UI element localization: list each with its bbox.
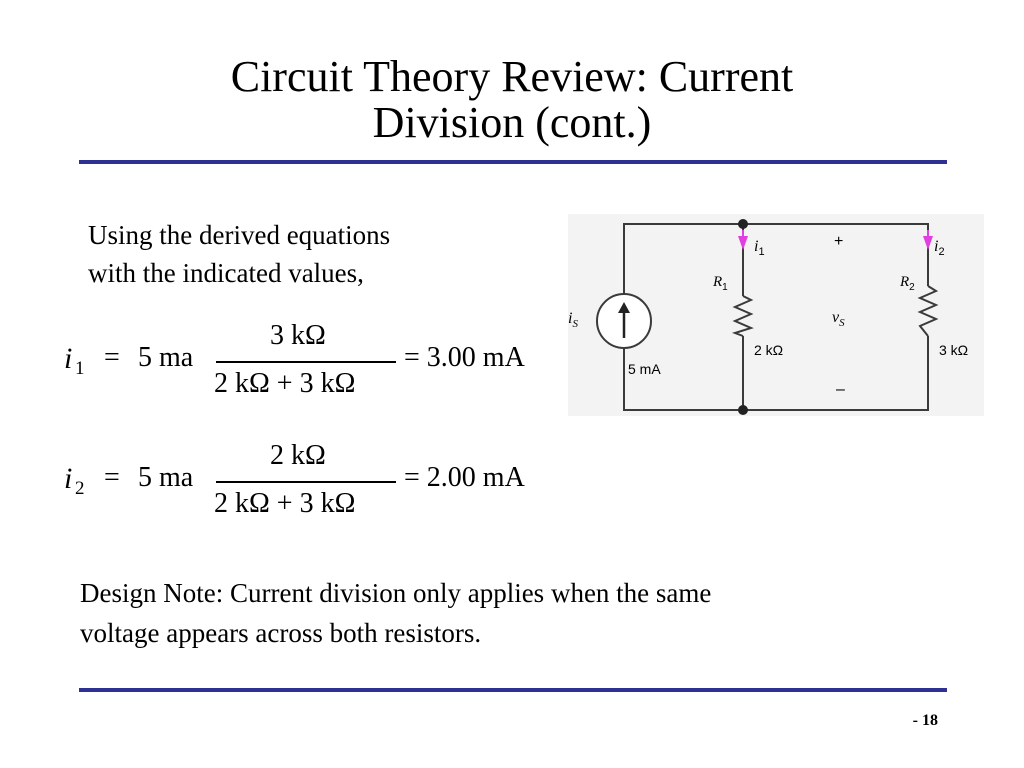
- source-label-sub: S: [572, 318, 578, 330]
- eq2-equals: =: [104, 462, 120, 493]
- design-note: [80, 573, 711, 653]
- bottom-divider: [79, 688, 947, 692]
- eq1-sub: 1: [75, 358, 85, 379]
- i1-label: i: [754, 238, 759, 255]
- eq2-var: i: [64, 462, 73, 495]
- vs-label: v: [832, 309, 840, 326]
- i1-label-sub: 1: [758, 246, 765, 258]
- eq1-denominator: 2 kΩ + 3 kΩ: [214, 368, 356, 399]
- note-line-1: Design Note: Current division only applies when the same: [80, 578, 712, 608]
- intro-line-2: with the indicated values,: [88, 258, 364, 288]
- eq2-sub: 2: [75, 478, 85, 499]
- intro-line-1: Using the derived equations: [88, 220, 391, 250]
- eq2-result: = 2.00 mA: [404, 462, 525, 493]
- source-label: i: [568, 310, 573, 327]
- title-line-2: Division (cont.): [372, 98, 652, 147]
- r1-label: R: [713, 274, 723, 290]
- eq2-fraction-bar: [216, 481, 396, 483]
- eq1-equals: =: [104, 342, 120, 373]
- vs-label-sub: S: [839, 317, 845, 329]
- eq1-result: = 3.00 mA: [404, 342, 525, 373]
- i2-label-sub: 2: [938, 246, 945, 258]
- equation-i1: [64, 318, 564, 408]
- r1-label-sub: 1: [722, 282, 728, 293]
- vs-minus: –: [836, 381, 845, 398]
- junction-dot-bottom: [738, 405, 748, 415]
- source-value: 5 mA: [628, 361, 661, 377]
- title-line-1: Circuit Theory Review: Current: [230, 52, 794, 101]
- note-line-2: voltage appears across both resistors.: [80, 618, 482, 648]
- r2-value: 3 kΩ: [939, 342, 969, 358]
- eq1-var: i: [64, 342, 73, 375]
- r2-label-sub: 2: [909, 282, 915, 293]
- eq1-numerator: 3 kΩ: [270, 320, 326, 351]
- i2-label: i: [934, 238, 939, 255]
- page-number: - 18: [912, 712, 938, 729]
- slide-title: [0, 54, 1024, 146]
- eq1-coef: 5 ma: [138, 342, 194, 373]
- r1-value: 2 kΩ: [754, 342, 784, 358]
- vs-plus: +: [834, 233, 844, 250]
- r2-label: R: [900, 274, 910, 290]
- eq2-denominator: 2 kΩ + 3 kΩ: [214, 488, 356, 519]
- circuit-diagram: [568, 214, 984, 416]
- equation-i2: [64, 438, 564, 528]
- top-divider: [79, 160, 947, 164]
- intro-text: [88, 216, 390, 292]
- eq2-numerator: 2 kΩ: [270, 440, 326, 471]
- eq1-fraction-bar: [216, 361, 396, 363]
- junction-dot-top: [738, 219, 748, 229]
- eq2-coef: 5 ma: [138, 462, 194, 493]
